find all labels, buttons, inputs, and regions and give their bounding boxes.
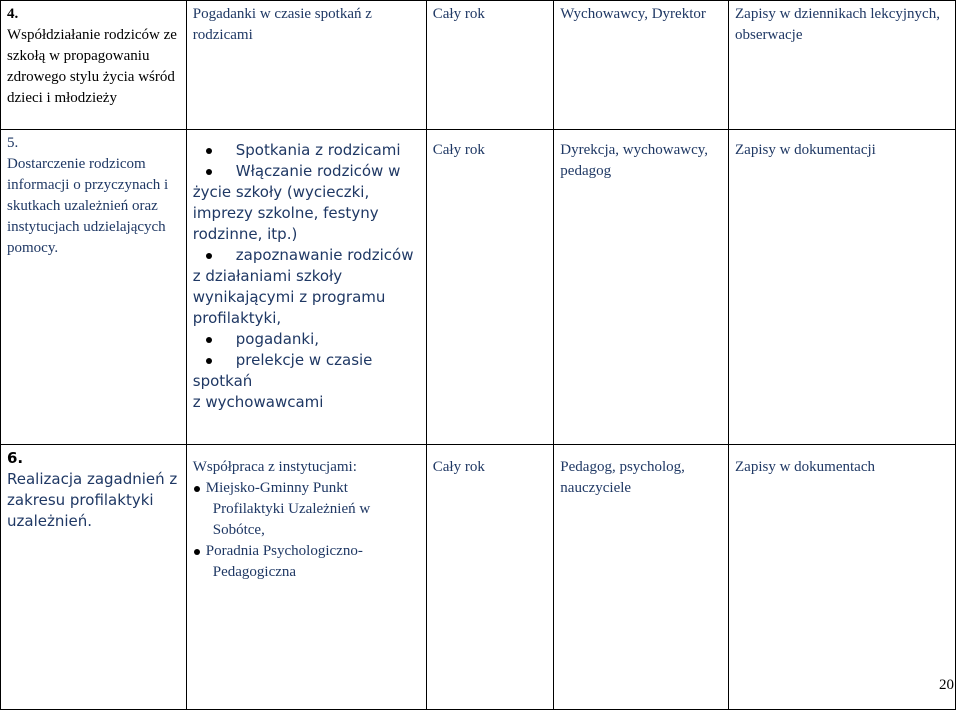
bullet-icon	[206, 337, 212, 343]
list-item: Poradnia Psychologiczno- Pedagogiczna	[193, 541, 420, 583]
goal-cell	[1, 130, 187, 445]
page-number: 20	[939, 677, 954, 693]
term-cell	[426, 445, 554, 710]
goal-text: Dostarczenie rodzicom informacji o przyczynach i skutkach uzależnień oraz instytucjach udzielających pomocy.	[7, 156, 169, 256]
tasks-cell	[186, 130, 426, 445]
table-row	[1, 445, 956, 710]
bullet-icon	[194, 486, 200, 492]
tasks-list	[193, 140, 420, 413]
list-item: prelekcje w czasie spotkań z wychowawcami	[192, 351, 373, 411]
evaluation-cell	[729, 445, 956, 710]
responsible-text: Pedagog, psycholog, nauczyciele	[560, 459, 685, 496]
evaluation-text: Zapisy w dokumentach	[735, 459, 875, 475]
table-row	[1, 1, 956, 130]
goal-text: Realizacja zagadnień z zakresu profilaktyki uzależnień.	[7, 470, 178, 530]
bullet-icon	[194, 549, 200, 555]
responsible-cell	[554, 130, 729, 445]
evaluation-cell	[729, 130, 956, 445]
bullet-icon	[206, 358, 212, 364]
goal-cell	[1, 445, 187, 710]
tasks-list	[193, 478, 420, 583]
row-number: 5.	[7, 135, 19, 151]
term-text: Cały rok	[432, 6, 485, 22]
goal-text: Współdziałanie rodziców ze szkołą w propagowaniu zdrowego stylu życia wśród dzieci i młodzieży	[7, 27, 177, 106]
tasks-intro: Pogadanki w czasie spotkań z rodzicami	[192, 6, 372, 43]
responsible-cell	[554, 445, 729, 710]
list-item: Włączanie rodziców w życie szkoły (wycieczki, imprezy szkolne, festyny rodzinne, itp.)	[192, 162, 401, 243]
tasks-intro: Współpraca z instytucjami:	[192, 459, 357, 475]
evaluation-text: Zapisy w dziennikach lekcyjnych, obserwacje	[735, 6, 940, 43]
list-item: Spotkania z rodzicami	[193, 140, 420, 161]
evaluation-text: Zapisy w dokumentacji	[735, 142, 876, 158]
term-text: Cały rok	[432, 459, 485, 475]
term-cell	[426, 130, 554, 445]
term-cell	[426, 1, 554, 130]
table-row	[1, 130, 956, 445]
responsible-cell	[554, 1, 729, 130]
evaluation-cell	[729, 1, 956, 130]
row-number: 6.	[7, 449, 24, 467]
bullet-icon	[206, 148, 212, 154]
tasks-cell	[186, 1, 426, 130]
row-number: 4.	[7, 6, 19, 22]
term-text: Cały rok	[432, 142, 485, 158]
bullet-icon	[206, 169, 212, 175]
responsible-text: Wychowawcy, Dyrektor	[560, 6, 706, 22]
list-item: zapoznawanie rodziców z działaniami szkoły wynikającymi z programu profilaktyki,	[192, 246, 414, 327]
tasks-cell	[186, 445, 426, 710]
goal-cell	[1, 1, 187, 130]
list-item: pogadanki,	[193, 329, 420, 350]
bullet-icon	[206, 253, 212, 259]
list-item: Miejsko-Gminny Punkt Profilaktyki Uzależnień w Sobótce,	[193, 478, 420, 541]
responsible-text: Dyrekcja, wychowawcy, pedagog	[560, 142, 709, 179]
